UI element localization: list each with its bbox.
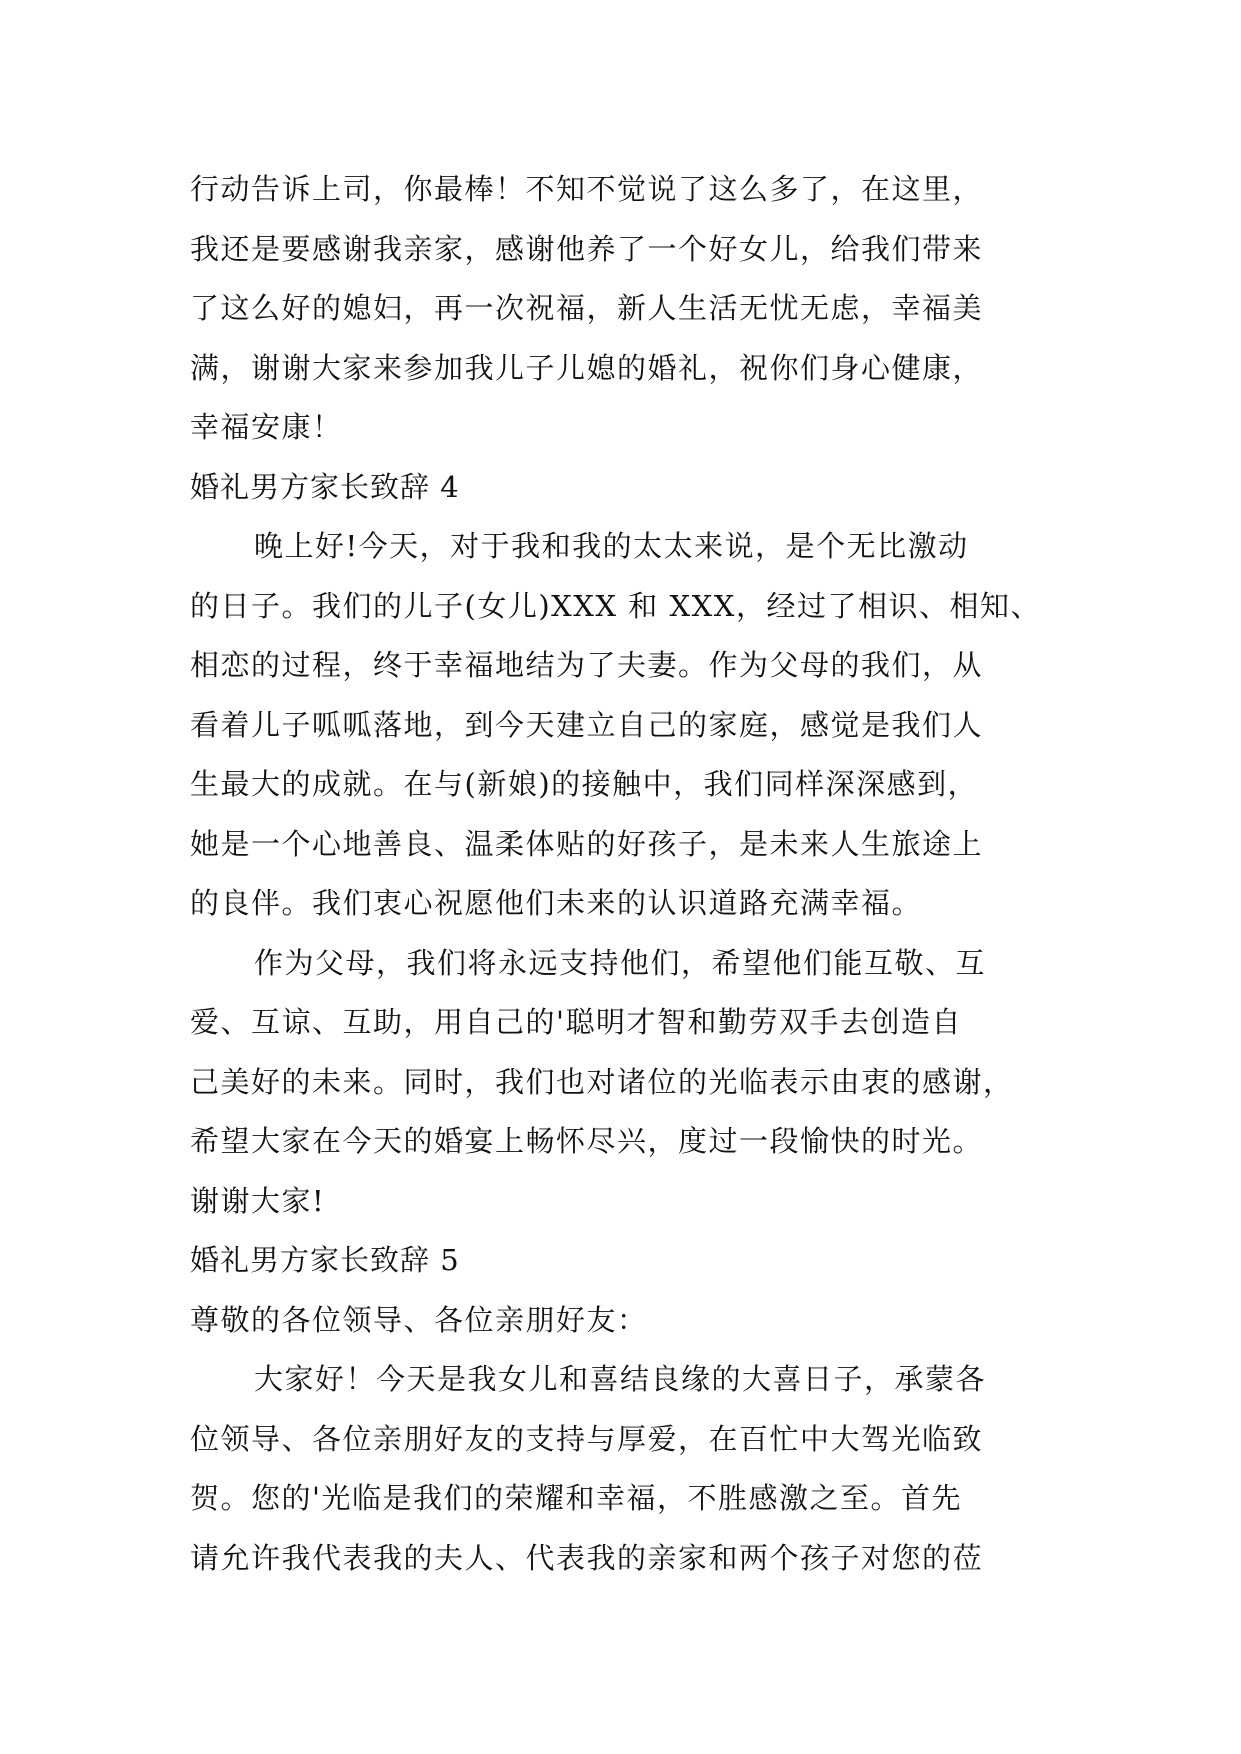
text-line: 谢谢大家! xyxy=(190,1183,326,1218)
paragraph-first-line: 大家好！今天是我女儿和喜结良缘的大喜日子，承蒙各 xyxy=(254,1362,987,1396)
text-line: 己美好的未来。同时，我们也对诸位的光临表示由衷的感谢， xyxy=(190,1064,1014,1099)
text-line: 爱、互谅、互助，用自己的'聪明才智和勤劳双手去创造自 xyxy=(190,1005,962,1039)
text-line: 幸福安康！ xyxy=(190,410,343,444)
text-line: 相恋的过程，终于幸福地结为了夫妻。作为父母的我们，从 xyxy=(190,648,984,682)
text-line: 的日子。我们的儿子(女儿)XXX 和 XXX，经过了相识、相知、 xyxy=(190,588,1041,623)
text-line: 我还是要感谢我亲家，感谢他养了一个好女儿，给我们带来 xyxy=(190,231,984,266)
salutation-line: 尊敬的各位领导、各位亲朋好友： xyxy=(190,1302,648,1337)
document-page xyxy=(190,160,1070,1588)
text-line: 看着儿子呱呱落地，到今天建立自己的家庭，感觉是我们人 xyxy=(190,707,984,742)
text-line: 满，谢谢大家来参加我儿子儿媳的婚礼，祝你们身心健康， xyxy=(190,350,984,385)
text-line: 生最大的成就。在与(新娘)的接触中，我们同样深深感到， xyxy=(190,767,979,801)
paragraph-first-line: 晚上好!今天，对于我和我的太太来说，是个无比激动 xyxy=(254,529,969,563)
paragraph-first-line: 作为父母，我们将永远支持他们，希望他们能互敬、互 xyxy=(254,945,987,980)
text-line: 位领导、各位亲朋好友的支持与厚爱，在百忙中大驾光临致 xyxy=(190,1421,984,1456)
text-line: 请允许我代表我的夫人、代表我的亲家和两个孩子对您的莅 xyxy=(190,1540,984,1575)
text-line: 希望大家在今天的婚宴上畅怀尽兴，度过一段愉快的时光。 xyxy=(190,1124,984,1158)
section-heading: 婚礼男方家长致辞 4 xyxy=(190,469,460,504)
text-line: 她是一个心地善良、温柔体贴的好孩子，是未来人生旅途上 xyxy=(190,826,984,861)
text-line: 了这么好的媳妇，再一次祝福，新人生活无忧无虑，幸福美 xyxy=(190,291,984,325)
section-heading: 婚礼男方家长致辞 5 xyxy=(190,1243,460,1277)
text-line: 行动告诉上司，你最棒！不知不觉说了这么多了，在这里， xyxy=(190,172,984,206)
text-line: 贺。您的'光临是我们的荣耀和幸福，不胜感激之至。首先 xyxy=(190,1481,962,1515)
text-line: 的良伴。我们衷心祝愿他们未来的认识道路充满幸福。 xyxy=(190,886,923,920)
